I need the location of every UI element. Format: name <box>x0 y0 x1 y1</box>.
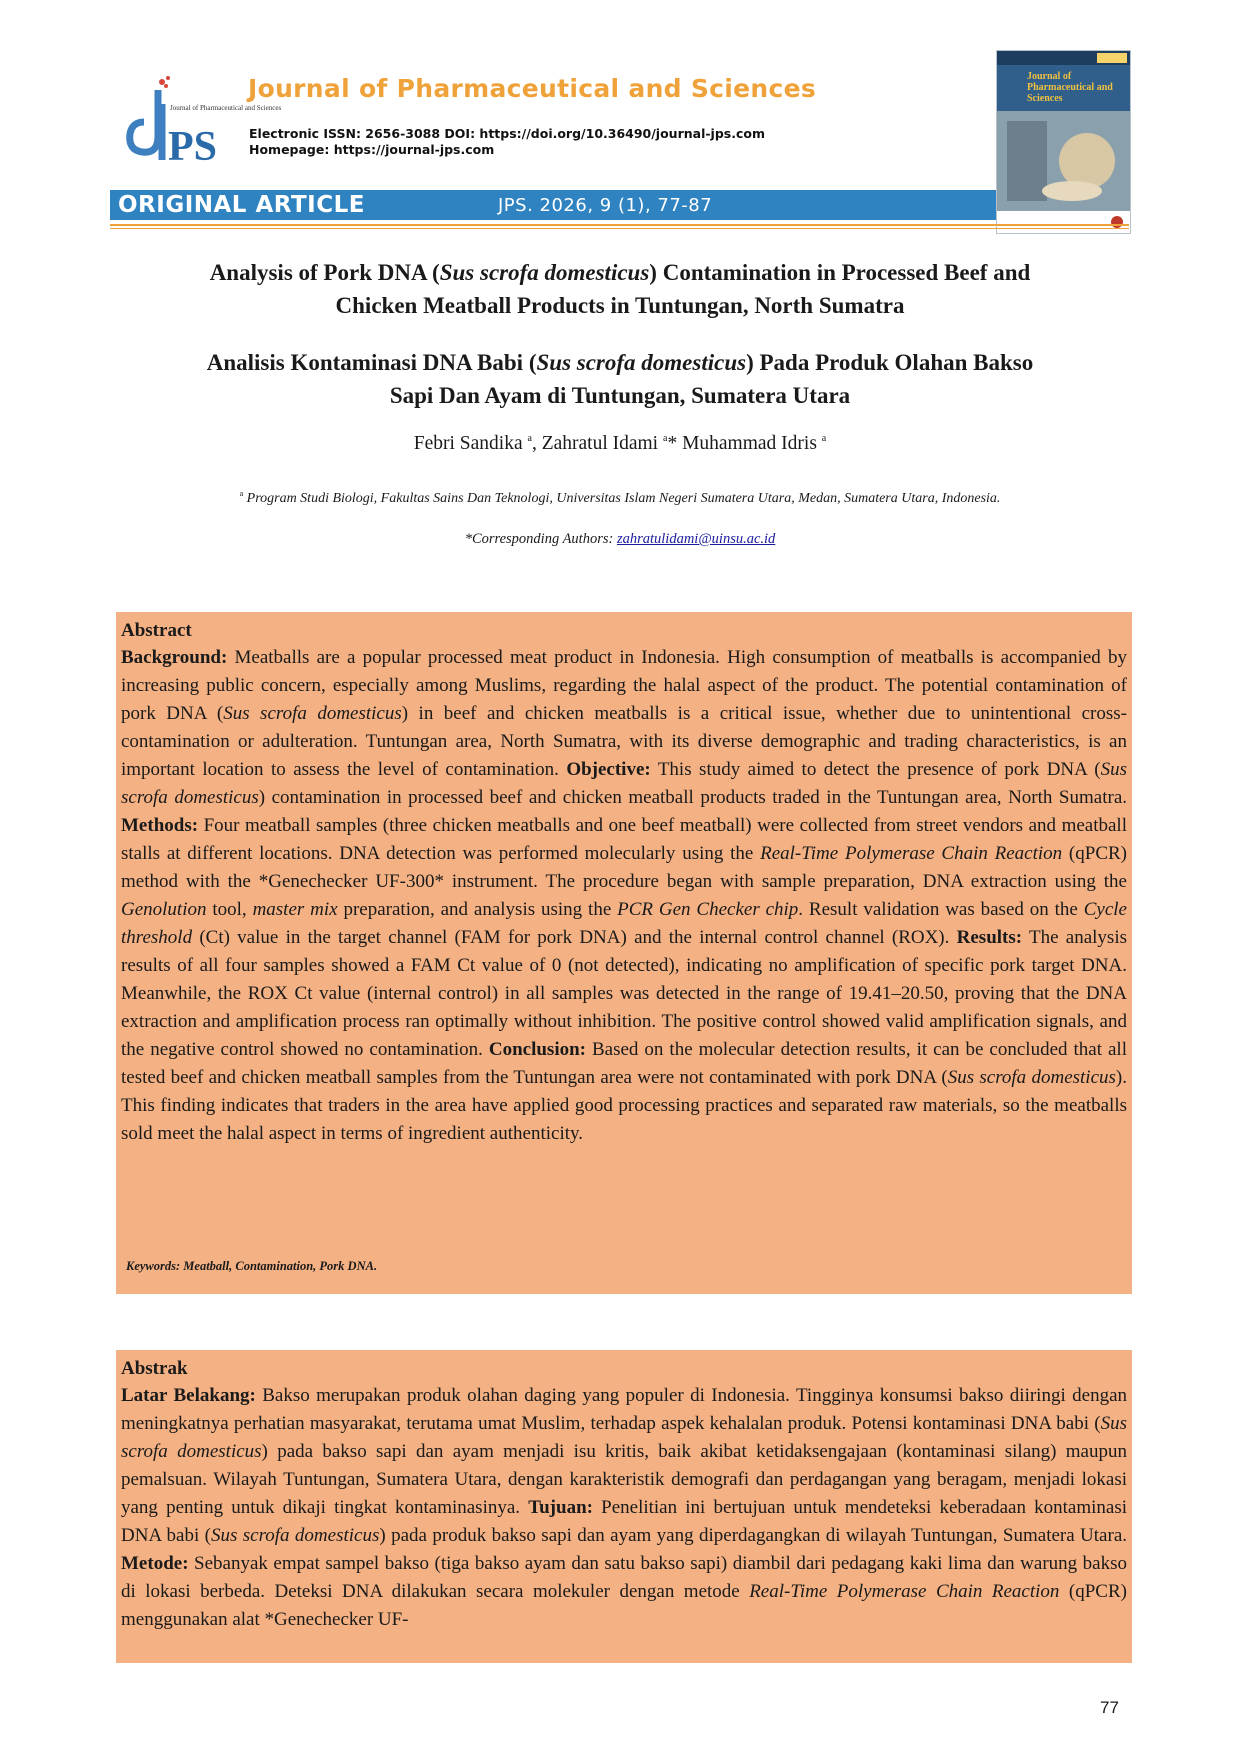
abstract-english <box>116 612 1132 1294</box>
author-name: Febri Sandika <box>413 433 523 454</box>
corresponding-email-link[interactable]: zahratulidami@uinsu.ac.id <box>616 531 776 547</box>
abstrak-heading: Abstrak <box>121 1358 188 1379</box>
corresponding-author: *Corresponding Authors: zahratulidami@uinsu.ac.id <box>464 531 776 547</box>
article-citation: JPS. 2026, 9 (1), 77-87 <box>498 195 713 216</box>
article-type: ORIGINAL ARTICLE <box>118 192 365 218</box>
article-banner <box>110 190 996 220</box>
abstrak-body: Latar Belakang: Bakso merupakan produk olahan daging yang populer di Indonesia. Tingginya konsumsi bakso diiringi dengan meningkatnya perhatian masyarakat, terutama umat Muslim, terhadap aspek kehalalan produk. Potensi kontaminasi DNA babi (Sus scrofa domesticus) pada bakso sapi dan ayam menjadi isu kritis, baik akibat ketidaksengajaan (kontaminasi silang) maupun pemalsuan. Wilayah Tuntungan, Sumatera Utara, dengan karakteristik demografi dan perdagangan yang beragam, menjadi lokasi yang penting untuk dikaji tingkat kontaminasinya. Tujuan: Penelitian ini bertujuan untuk mendeteksi keberadaan kontaminasi DNA babi (Sus scrofa domesticus) pada produk bakso sapi dan ayam yang diperdagangkan di wilayah Tuntungan, Sumatera Utara. Metode: Sebanyak empat sampel bakso (tiga bakso ayam dan satu bakso sapi) diambil dari pedagang kaki lima dan warung bakso di lokasi berbeda. Deteksi DNA dilakukan secara molekuler dengan metode Real-Time Polymerase Chain Reaction (qPCR) menggunakan alat *Genechecker UF- <box>121 1385 1128 1630</box>
journal-identifiers <box>249 126 765 158</box>
affiliation: $^a$ Program Studi Biologi, Fakultas Sains Dan Teknologi, Universitas Islam Negeri Sumatera Utara, Medan, Sumatera Utara, Indonesia. <box>239 489 1001 506</box>
author-name: Muhammad Idris <box>682 433 817 454</box>
journal-cover-image <box>996 50 1131 234</box>
issn-doi-line: Electronic ISSN: 2656-3088 DOI: https://doi.org/10.36490/journal-jps.com <box>249 126 765 141</box>
abstract-indonesian <box>116 1350 1132 1663</box>
journal-logo <box>122 74 282 170</box>
journal-title: Journal of Pharmaceutical and Sciences <box>248 74 817 103</box>
header-divider-thin <box>110 228 1129 229</box>
abstract-body: Background: Meatballs are a popular processed meat product in Indonesia. High consumption of meatballs is accompanied by increasing public concern, especially among Muslims, regarding the halal aspect of the product. The potential contamination of pork DNA (Sus scrofa domesticus) in beef and chicken meatballs is a critical issue, whether due to unintentional cross-contamination or adulteration. Tuntungan area, North Sumatra, with its diverse demographic and trading characteristics, is an important location to assess the level of contamination. Objective: This study aimed to detect the presence of pork DNA (Sus scrofa domesticus) contamination in processed beef and chicken meatball products traded in the Tuntungan area, North Sumatra. Methods: Four meatball samples (three chicken meatballs and one beef meatball) were collected from street vendors and meatball stalls at different locations. DNA detection was performed molecularly using the Real-Time Polymerase Chain Reaction (qPCR) method with the *Genechecker UF-300* instrument. The procedure began with sample preparation, DNA extraction using the Genolution tool, master mix preparation, and analysis using the PCR Gen Checker chip. Result validation was based on the Cycle threshold (Ct) value in the target channel (FAM for pork DNA) and the internal control channel (ROX). Results: The analysis results of all four samples showed a FAM Ct value of 0 (not detected), indicating no amplification of specific pork target DNA. Meanwhile, the ROX Ct value (internal control) in all samples was detected in the range of 19.41–20.50, proving that the DNA extraction and amplification process ran optimally without inhibition. The positive control showed valid amplification signals, and the negative control showed no contamination. Conclusion: Based on the molecular detection results, it can be concluded that all tested beef and chicken meatball samples from the Tuntungan area were not contaminated with pork DNA (Sus scrofa domesticus). This finding indicates that traders in the area have applied good processing practices and separated raw materials, so the meatballs sold meet the halal aspect in terms of ingredient authenticity. <box>121 647 1128 1144</box>
logo-small-text: Journal of Pharmaceutical and Sciences <box>170 104 282 112</box>
abstract-heading: Abstract <box>121 620 192 641</box>
author-name: Zahratul Idami <box>541 433 659 454</box>
title-indonesian: Analisis Kontaminasi DNA Babi (Sus scrofa domesticus) Pada Produk Olahan Bakso Sapi Dan Ayam di Tuntungan, Sumatera Utara <box>206 350 1034 408</box>
title-english: Analysis of Pork DNA (Sus scrofa domesticus) Contamination in Processed Beef and Chicken Meatball Products in Tuntungan, North Sumatra <box>209 260 1031 318</box>
homepage-line: Homepage: https://journal-jps.com <box>249 142 495 157</box>
keywords: Keywords: Meatball, Contamination, Pork DNA. <box>126 1259 378 1273</box>
logo-letters: PS <box>168 124 218 170</box>
header-divider <box>110 224 1129 226</box>
author-list: Febri Sandika $^a$, Zahratul Idami $^a$* Muhammad Idris $^a$ <box>413 433 827 454</box>
cover-title: Journal of Pharmaceutical and Sciences <box>1027 71 1113 104</box>
page-number: 77 <box>1100 1698 1119 1717</box>
